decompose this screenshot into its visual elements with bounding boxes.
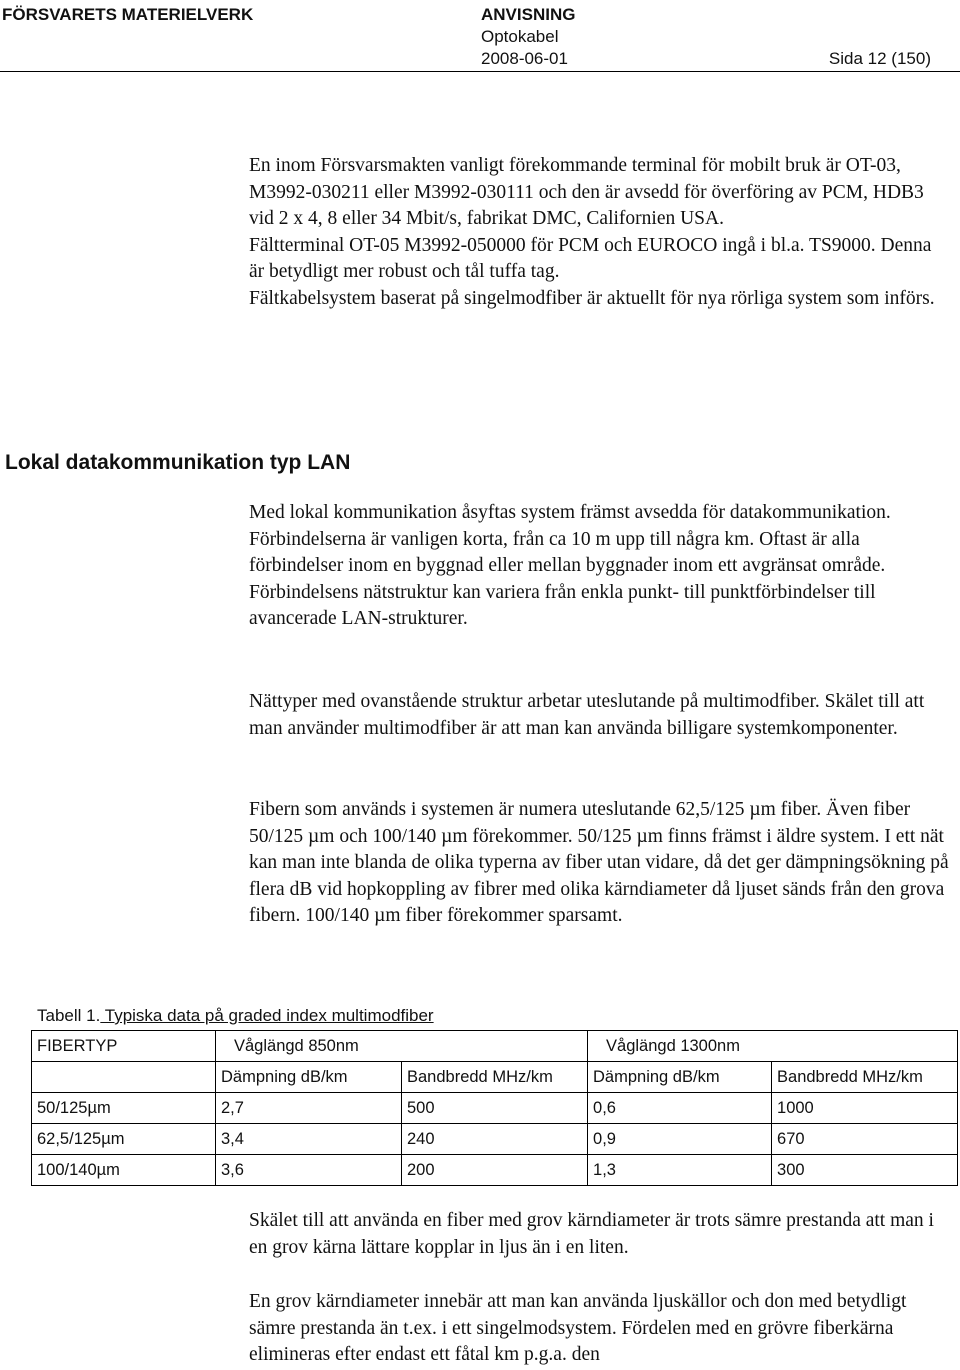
lan-description bbox=[249, 500, 949, 633]
caption-label: Tabell 1. bbox=[37, 1006, 101, 1025]
paragraph: Fältterminal OT-05 M3992-050000 för PCM och EUROCO ingå i bl.a. TS9000. Denna är betydligt mer robust och tål tuffa tag. bbox=[249, 234, 932, 283]
caption-title: Typiska data på graded index multimodfiber bbox=[100, 1006, 434, 1025]
section-heading: Lokal datakommunikation typ LAN bbox=[5, 451, 351, 474]
closing-text-continued bbox=[249, 1289, 949, 1369]
table-cell: 62,5/125µm bbox=[32, 1124, 216, 1155]
header-cell-1300nm: Våglängd 1300nm bbox=[588, 1031, 958, 1062]
document-type: ANVISNING bbox=[481, 5, 576, 24]
table-cell: 1,3 bbox=[588, 1155, 772, 1186]
table-cell: 670 bbox=[772, 1124, 958, 1155]
table-cell: 200 bbox=[402, 1155, 588, 1186]
document-subject: Optokabel bbox=[481, 27, 559, 46]
paragraph: En grov kärndiameter innebär att man kan använda ljuskällor och don med betydligt sämre prestanda än t.ex. i ett singelmodsystem. Fördelen med en grövre fiberkärna elimineras efter endast ett fåtal km p.g.a. den bbox=[249, 1291, 907, 1366]
table-cell: 100/140µm bbox=[32, 1155, 216, 1186]
table-header-row bbox=[32, 1031, 958, 1062]
fiber-data-table bbox=[31, 1030, 958, 1186]
subheader-cell: Bandbredd MHz/km bbox=[772, 1062, 958, 1093]
table-cell: 1000 bbox=[772, 1093, 958, 1124]
header-cell-850nm: Våglängd 850nm bbox=[216, 1031, 588, 1062]
table-caption bbox=[37, 1005, 434, 1027]
subheader-cell: Dämpning dB/km bbox=[216, 1062, 402, 1093]
table-cell: 500 bbox=[402, 1093, 588, 1124]
paragraph: En inom Försvarsmakten vanligt förekommande terminal för mobilt bruk är OT-03, M3992-030211 eller M3992-030111 och den är avsedd för överföring av PCM, HDB3 vid 2 x 4, 8 eller 34 Mbit/s, fabrikat DMC, Californien USA. bbox=[249, 155, 924, 230]
subheader-cell: Bandbredd MHz/km bbox=[402, 1062, 588, 1093]
table-subheader-row bbox=[32, 1062, 958, 1093]
table-cell: 0,9 bbox=[588, 1124, 772, 1155]
organization-name: FÖRSVARETS MATERIELVERK bbox=[2, 5, 254, 24]
closing-text bbox=[249, 1208, 949, 1261]
table-cell: 2,7 bbox=[216, 1093, 402, 1124]
header-cell-fibertyp: FIBERTYP bbox=[32, 1031, 216, 1062]
paragraph: Skälet till att använda en fiber med grov kärndiameter är trots sämre prestanda att man i en grov kärna lättare kopplar in ljus än i en liten. bbox=[249, 1210, 934, 1258]
intro-text bbox=[249, 153, 949, 313]
table-cell: 3,6 bbox=[216, 1155, 402, 1186]
page-number: Sida 12 (150) bbox=[828, 49, 931, 68]
table-cell: 50/125µm bbox=[32, 1093, 216, 1124]
table-cell: 300 bbox=[772, 1155, 958, 1186]
document-date: 2008-06-01 bbox=[481, 49, 568, 68]
table-cell: 3,4 bbox=[216, 1124, 402, 1155]
table-row bbox=[32, 1124, 958, 1155]
paragraph: Med lokal kommunikation åsyftas system främst avsedda för datakommunikation. Förbindelserna är vanligen korta, från ca 10 m upp till några km. Oftast är alla förbindelser inom en byggnad eller mellan byggnader inom ett avgränsat område. Förbindelsens nätstruktur kan variera från enkla punkt- till punktförbindelser till avancerade LAN-strukturer. bbox=[249, 502, 891, 630]
paragraph: Nättyper med ovanstående struktur arbetar uteslutande på multimodfiber. Skälet till att man använder multimodfiber är att man kan använda billigare systemkomponenter. bbox=[249, 691, 925, 739]
subheader-cell bbox=[32, 1062, 216, 1093]
fiber-text bbox=[249, 797, 949, 930]
table-cell: 240 bbox=[402, 1124, 588, 1155]
table-cell: 0,6 bbox=[588, 1093, 772, 1124]
paragraph: Fibern som används i systemen är numera uteslutande 62,5/125 µm fiber. Även fiber 50/125 µm och 100/140 µm förekommer. 50/125 µm finns främst i äldre system. I ett nät kan man inte blanda de olika typerna av fiber utan vidare, då det ger dämpningsökning på flera dB vid hopkoppling av fibrer med olika kärndiameter då ljuset sänds från den grova fibern. 100/140 µm fiber förekommer sparsamt. bbox=[249, 799, 949, 927]
paragraph: Fältkabelsystem baserat på singelmodfiber är aktuellt för nya rörliga system som införs. bbox=[249, 287, 935, 309]
network-types-text bbox=[249, 689, 949, 742]
table-row bbox=[32, 1093, 958, 1124]
page-header bbox=[0, 0, 960, 74]
header-divider bbox=[0, 71, 960, 72]
table-row bbox=[32, 1155, 958, 1186]
subheader-cell: Dämpning dB/km bbox=[588, 1062, 772, 1093]
